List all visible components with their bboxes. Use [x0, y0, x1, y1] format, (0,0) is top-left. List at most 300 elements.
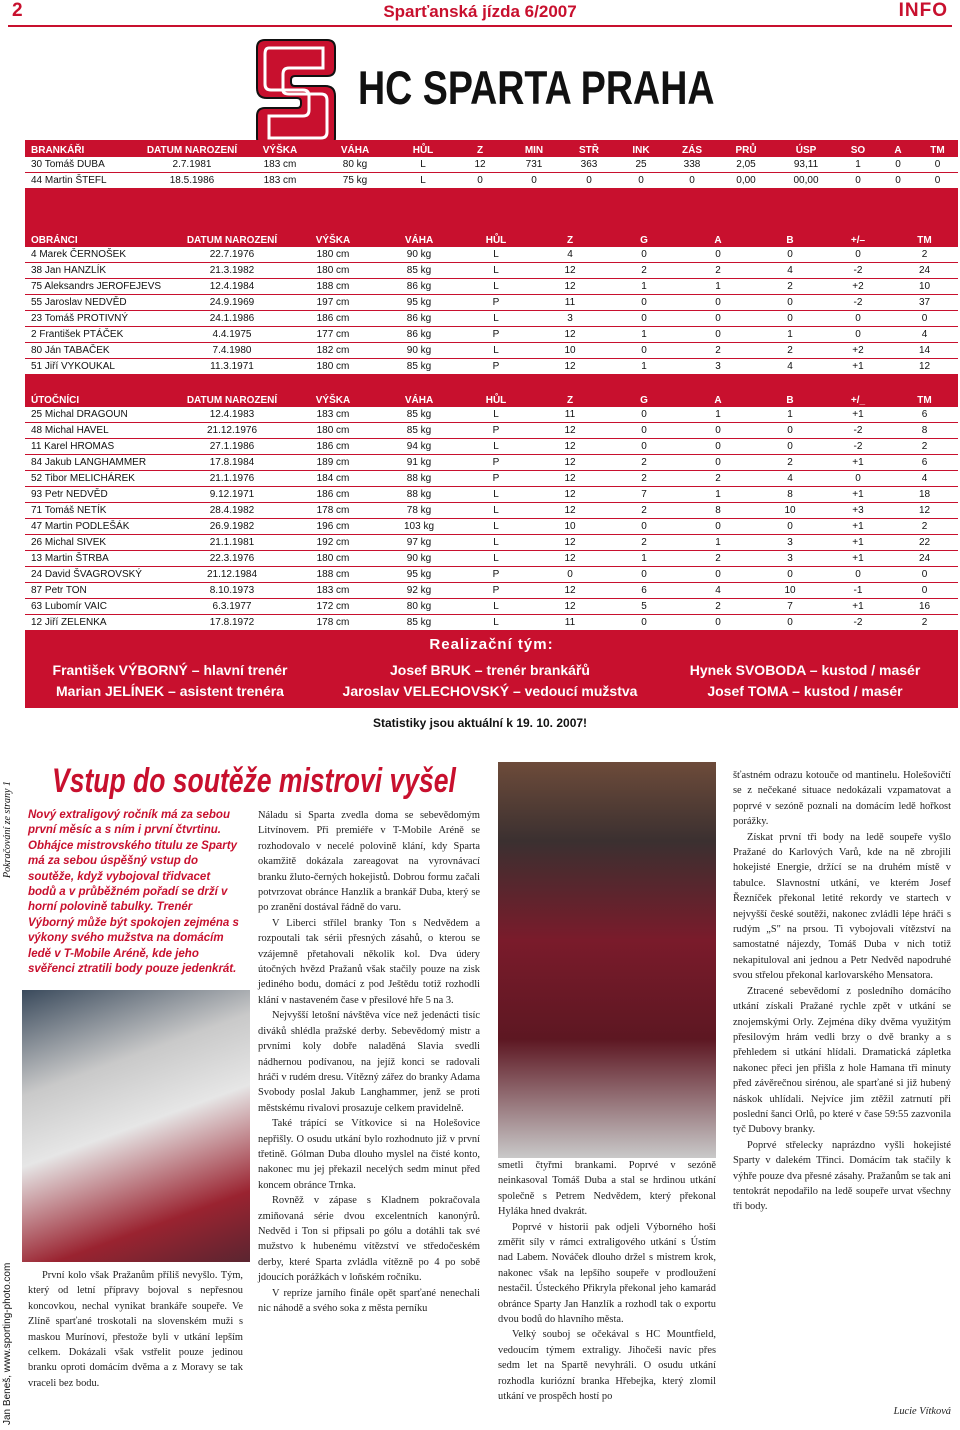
stat-cell: L [459, 503, 533, 519]
stat-cell: 21.1.1981 [177, 535, 287, 551]
table-row [25, 247, 958, 263]
stat-cell: 10 [891, 279, 958, 295]
forwards-header-cell: DATUM NAROZENÍ [186, 394, 278, 406]
defenders-header-cell: Z [566, 234, 574, 246]
table-row [25, 567, 958, 583]
stat-cell: 10 [755, 503, 825, 519]
forwards-header-cell: ÚTOČNÍCI [31, 394, 80, 406]
article-paragraph: V Liberci střílel branky Ton s Nedvědem a rozpoutali tak sérii přesných zásahů, o kterou se vzájemně přetahovali několik kol. Dva údery útočných hvězd Pražanů však stačily pouze na zisk jediného bodu, domácí z pod Ještědu totiž rozhodli klání v nastaveném čase v přesilové hře 5 na 3. [258, 917, 480, 1006]
stat-cell: 12 [533, 487, 607, 503]
stat-cell: 189 cm [287, 455, 379, 471]
stat-cell: 0 [607, 407, 681, 423]
player-name: 52 Tibor MELICHÁREK [25, 471, 177, 487]
stat-cell: 12 [455, 157, 505, 173]
stat-cell: 12.4.1984 [177, 279, 287, 295]
stat-cell: 178 cm [287, 503, 379, 519]
defenders-table [25, 233, 958, 375]
article-column-4 [733, 768, 951, 1215]
stat-cell: 0 [455, 173, 505, 189]
stat-cell: L [459, 407, 533, 423]
publication-title: Sparťanská jízda 6/2007 [383, 2, 577, 21]
stat-cell: 1 [607, 327, 681, 343]
stat-cell: 1 [755, 327, 825, 343]
article-paragraph: smetli čtyřmi brankami. Poprvé v sezóně neinkasoval Tomáš Duba a stal se hrdinou utkání společně s Petrem Nedvědem, který překonal Hyláka hned dvakrát. [498, 1160, 716, 1218]
stat-cell: 12 [533, 423, 607, 439]
article-author: Lucie Vítková [893, 1406, 951, 1417]
stat-cell: 2 [681, 343, 755, 359]
stat-cell: 0 [825, 327, 891, 343]
table-row [25, 327, 958, 343]
stat-cell: -2 [825, 263, 891, 279]
stat-cell: 177 cm [287, 327, 379, 343]
stat-cell: 1 [607, 359, 681, 375]
player-name: 63 Lubomír VAIC [25, 599, 177, 615]
stat-cell: +1 [825, 551, 891, 567]
staff-equipment-1: Hynek SVOBODA – kustod / masér [689, 662, 921, 678]
goalies-header-cell: MIN [524, 144, 544, 156]
stat-cell: 90 kg [379, 247, 459, 263]
stat-cell: +1 [825, 359, 891, 375]
photo-credit-text: Jan Beneš, www.sporting-photo.com [2, 1262, 13, 1425]
stat-cell: +2 [825, 279, 891, 295]
stat-cell: 0 [755, 311, 825, 327]
staff-assistant-coach: Marian JELÍNEK – asistent trenéra [56, 683, 284, 699]
player-name: 80 Ján TABAČEK [25, 343, 177, 359]
player-name: 93 Petr NEDVĚD [25, 487, 177, 503]
stat-cell: 12.4.1983 [177, 407, 287, 423]
stat-cell: 8 [681, 503, 755, 519]
goalies-header-cell: ZÁS [682, 144, 702, 156]
stat-cell: L [459, 343, 533, 359]
player-name: 84 Jakub LANGHAMMER [25, 455, 177, 471]
stat-cell: 192 cm [287, 535, 379, 551]
stat-cell: 2 [891, 519, 958, 535]
stat-cell: 12 [891, 359, 958, 375]
article-paragraph: V repríze jarního finále opět sparťané nenechali nic náhodě a svého soka z města perníku [258, 1287, 480, 1314]
team-celebration-photo [498, 762, 716, 1158]
stat-cell: 7.4.1980 [177, 343, 287, 359]
side-note-text: Pokračování ze strany 1 [2, 781, 13, 878]
stat-cell: L [459, 439, 533, 455]
stat-cell: 12 [533, 583, 607, 599]
goalies-header-cell: PRŮ [735, 144, 757, 156]
stat-cell: 8.10.1973 [177, 583, 287, 599]
stat-cell: 0 [681, 615, 755, 631]
goalies-header-cell: ÚSP [795, 144, 817, 156]
stat-cell: -2 [825, 615, 891, 631]
forwards-header-cell: B [786, 394, 794, 406]
stat-cell: 22.7.1976 [177, 247, 287, 263]
forwards-header-cell: HŮL [485, 394, 507, 406]
stat-cell: 6 [607, 583, 681, 599]
table-row [25, 599, 958, 615]
table-row [25, 471, 958, 487]
stat-cell: +1 [825, 599, 891, 615]
stat-cell: 88 kg [379, 471, 459, 487]
stat-cell: L [459, 487, 533, 503]
stat-cell: 12 [533, 327, 607, 343]
stat-cell: 0 [681, 567, 755, 583]
stat-cell: L [459, 263, 533, 279]
stat-cell: L [391, 173, 455, 189]
stat-cell: 0 [755, 423, 825, 439]
defenders-header-cell: VÝŠKA [315, 234, 351, 246]
stat-cell: 180 cm [287, 423, 379, 439]
stat-cell: 363 [563, 157, 615, 173]
stat-cell: 2 [755, 279, 825, 295]
stat-cell: 186 cm [287, 487, 379, 503]
stat-cell: 21.1.1976 [177, 471, 287, 487]
stat-cell: 0 [755, 247, 825, 263]
stat-cell: L [459, 279, 533, 295]
stat-cell: 11 [533, 615, 607, 631]
article-column-3 [498, 1158, 716, 1405]
stat-cell: 85 kg [379, 407, 459, 423]
stat-cell: 0 [681, 295, 755, 311]
table-row [25, 551, 958, 567]
stat-cell: 183 cm [287, 583, 379, 599]
stat-cell: 21.12.1984 [177, 567, 287, 583]
stat-cell: 22 [891, 535, 958, 551]
stat-cell: 186 cm [287, 439, 379, 455]
stat-cell: 0 [533, 567, 607, 583]
table-row [25, 295, 958, 311]
player-name: 38 Jan HANZLÍK [25, 263, 177, 279]
stat-cell: P [459, 327, 533, 343]
defenders-header-cell: +/– [850, 234, 866, 246]
photo-credit [0, 1262, 14, 1425]
stat-cell: 18 [891, 487, 958, 503]
stat-cell: -2 [825, 295, 891, 311]
forwards-header-cell: +/_ [850, 394, 866, 406]
stat-cell: 4 [681, 583, 755, 599]
stat-cell: 00,00 [775, 173, 837, 189]
team-name: HC SPARTA PRAHA [358, 61, 715, 114]
table-row [25, 503, 958, 519]
stat-cell: 103 kg [379, 519, 459, 535]
stat-cell: L [459, 599, 533, 615]
stat-cell: 0 [607, 615, 681, 631]
stat-cell: 2 [607, 535, 681, 551]
table-row [25, 311, 958, 327]
stat-cell: 0 [755, 295, 825, 311]
stat-cell: 1 [837, 157, 879, 173]
article-headline: Vstup do soutěže mistrovi vyšel [52, 762, 456, 800]
stat-cell: L [459, 311, 533, 327]
article-paragraph: První kolo však Pražanům příliš nevyšlo. Tým, který od letní přípravy bojoval s nepřesnou koncovkou, nechal vynikat brankáře soupeře. Ve Zlíně sparťané troskotali na slovenském muži s maskou Murínoví, přestože byli v utkání lepším celkem. Dokázali však vstřelit pouze jedinou branku oproti domácím dvěma a z Moravy se tak vraceli bez bodu. [28, 1270, 243, 1389]
stat-cell: 97 kg [379, 535, 459, 551]
article-paragraph: šťastném odrazu kotouče od mantinelu. Holešovičtí se z nečekané situace nedokázali vzpamatovat a poprvé v sezóně poznali na domácím ledě hořkost porážky. [733, 770, 951, 828]
stat-cell: 11 [533, 407, 607, 423]
stat-cell: 37 [891, 295, 958, 311]
table-row [25, 407, 958, 423]
table-row [25, 423, 958, 439]
header-rule [8, 25, 952, 27]
player-name: 75 Aleksandrs JEROFEJEVS [25, 279, 177, 295]
goalies-header-cell: SO [850, 144, 866, 156]
table-row [25, 615, 958, 631]
stat-cell: 0 [755, 567, 825, 583]
forwards-header-cell: A [714, 394, 722, 406]
stat-cell: 338 [667, 157, 717, 173]
stat-cell: 2 [607, 503, 681, 519]
side-note [0, 758, 14, 898]
stat-cell: 0 [607, 343, 681, 359]
goalies-header-row [25, 143, 958, 157]
table-row [25, 173, 958, 189]
stat-cell: 22.3.1976 [177, 551, 287, 567]
stat-cell: 85 kg [379, 423, 459, 439]
goalies-header-cell: A [894, 144, 902, 156]
goalies-header-cell: Z [476, 144, 484, 156]
stat-cell: 186 cm [287, 311, 379, 327]
table-row [25, 263, 958, 279]
stat-cell: 0 [607, 567, 681, 583]
stat-cell: 95 kg [379, 295, 459, 311]
stat-cell: 0 [667, 173, 717, 189]
player-name: 2 František PTÁČEK [25, 327, 177, 343]
player-name: 48 Michal HAVEL [25, 423, 177, 439]
stat-cell: 197 cm [287, 295, 379, 311]
stat-cell: P [459, 471, 533, 487]
stat-cell: +1 [825, 455, 891, 471]
stat-cell: 0 [825, 247, 891, 263]
stat-cell: 12 [533, 535, 607, 551]
stat-cell: 0 [681, 247, 755, 263]
stat-cell: L [459, 519, 533, 535]
stat-cell: 196 cm [287, 519, 379, 535]
stat-cell: 5 [607, 599, 681, 615]
player-name: 51 Jiří VYKOUKAL [25, 359, 177, 375]
stat-cell: P [459, 423, 533, 439]
staff-title: Realizační tým: [429, 636, 554, 653]
stat-cell: 0 [681, 311, 755, 327]
stat-cell: +1 [825, 487, 891, 503]
stat-cell: 0 [607, 311, 681, 327]
stat-cell: 90 kg [379, 551, 459, 567]
stat-cell: 0,00 [717, 173, 775, 189]
stat-cell: 180 cm [287, 263, 379, 279]
stat-cell: 80 kg [319, 157, 391, 173]
stat-cell: 4 [533, 247, 607, 263]
forwards-header-cell: VÝŠKA [315, 394, 351, 406]
article-paragraph: Nejvyšší letošní návštěva více než jedenácti tisíc diváků shlédla pražské derby. Sebevědomý mistr a prvními koly dobře naladěná Slavia svedli nádhernou podívanou, na jejíž konci se radovali hráči v rudém dresu. Vítězný zářez do branky Adama Svobody poslal Jakub Langhammer, jenž se proti městskému rivalovi prosazuje celkem pravidelně. [258, 1010, 480, 1114]
table-row [25, 535, 958, 551]
stat-cell: 6 [891, 407, 958, 423]
article-paragraph: Ztracené sebevědomí z posledního domácího utkání získali Pražané rychle zpět v utkání se znojemskými Orly. Zejména díky dvěma využitým přesilovým hrám vedli brzy o dvě branky a s přehledem si utkání hlídali. Dramatická zápletka nakonec přeci jen přišla z hole Hamana tři minuty před závěrečnou sirénou, ale sparťané si již hubený náskok uhlídali. Nejvíce jim ztěžil zatrnutí při poslední šanci Orlů, po které v čase 59:55 zazvonila tyč Dubovy branky. [733, 985, 951, 1136]
player-name: 47 Martin PODLEŠÁK [25, 519, 177, 535]
player-name: 44 Martin ŠTEFL [25, 173, 143, 189]
stat-cell: 0 [755, 439, 825, 455]
defenders-header-cell: OBRÁNCI [31, 234, 78, 246]
table-row [25, 343, 958, 359]
goalies-header-cell: BRANKÁŘI [31, 144, 85, 156]
stat-cell: 188 cm [287, 567, 379, 583]
article-paragraph: Získat první tři body na ledě soupeře vyšlo Pražané do Karlových Varů, kde na ně zbrojili hokejisté Energie, držící se na druhém místě v tabulce. Slavnostní utkání, ve kterém Josef Řezníček překonal letité rekordy ve startech v nejvyšší české soutěži, nakonec zvládli lépe hráči s rudým „S" na prsou. Ti vybojovali vítězství na samostatné nájezdy, Tomáš Duba v nich totiž nekapituloval ani jednou a Petr Nedvěd napodruhé svou střelou překonal karlovarského Mensatora. [733, 831, 951, 982]
stat-cell: 8 [891, 423, 958, 439]
staff-equipment-2: Josef TOMA – kustod / masér [707, 683, 903, 699]
stat-cell: +3 [825, 503, 891, 519]
stat-cell: 0 [825, 567, 891, 583]
stat-cell: L [459, 535, 533, 551]
stat-cell: L [391, 157, 455, 173]
player-name: 12 Jiří ZELENKA [25, 615, 177, 631]
stat-cell: 92 kg [379, 583, 459, 599]
player-name: 13 Martin ŠTRBA [25, 551, 177, 567]
stat-cell: 2 [607, 455, 681, 471]
stat-cell: 10 [755, 583, 825, 599]
goalies-table [25, 143, 958, 189]
stat-cell: 94 kg [379, 439, 459, 455]
stat-cell: 1 [681, 407, 755, 423]
stat-cell: 2 [681, 599, 755, 615]
stat-cell: 3 [755, 535, 825, 551]
stat-cell: 0 [891, 567, 958, 583]
stat-cell: P [459, 567, 533, 583]
stat-cell: 0 [607, 295, 681, 311]
stat-cell: 24.1.1986 [177, 311, 287, 327]
stat-cell: 21.12.1976 [177, 423, 287, 439]
stats-note: Statistiky jsou aktuální k 19. 10. 2007! [372, 716, 588, 730]
player-name: 4 Marek ČERNOŠEK [25, 247, 177, 263]
stat-cell: 91 kg [379, 455, 459, 471]
stat-cell: 2 [891, 439, 958, 455]
goalies-header-cell: HŮL [412, 144, 434, 156]
stat-cell: 12 [533, 551, 607, 567]
table-row [25, 439, 958, 455]
defenders-header-cell: VÁHA [404, 234, 434, 246]
stat-cell: 6 [891, 455, 958, 471]
stat-cell: 0 [879, 157, 917, 173]
stat-cell: 17.8.1984 [177, 455, 287, 471]
stat-cell: P [459, 359, 533, 375]
stat-cell: 85 kg [379, 615, 459, 631]
table-row [25, 359, 958, 375]
stat-cell: 8 [755, 487, 825, 503]
stat-cell: 6.3.1977 [177, 599, 287, 615]
article-paragraph: Rovněž v zápase s Kladnem pokračovala zmiňovaná série dvou excelentních kanonýrů. Nedvěd i Ton si připsali po gólu a dotáhli tak své mužstvo k hubenému vítězství ve středočeském derby, které Sparta zvládla vítězně po 4 po sobě jdoucích porážkách v loňském ročníku. [258, 1195, 480, 1284]
stat-cell: 0 [879, 173, 917, 189]
stat-cell: 2 [681, 471, 755, 487]
forwards-header-cell: TM [917, 394, 932, 406]
stat-cell: 88 kg [379, 487, 459, 503]
stat-cell: 0 [563, 173, 615, 189]
stat-cell: 4 [891, 471, 958, 487]
stat-cell: 0 [825, 471, 891, 487]
stat-cell: 2 [755, 343, 825, 359]
stat-cell: 4 [755, 471, 825, 487]
stat-cell: 12 [533, 263, 607, 279]
stat-cell: 0 [837, 173, 879, 189]
player-name: 55 Jaroslav NEDVĚD [25, 295, 177, 311]
stat-cell: L [459, 551, 533, 567]
stat-cell: 2 [891, 615, 958, 631]
stat-cell: 18.5.1986 [143, 173, 241, 189]
stat-cell: P [459, 455, 533, 471]
player-name: 87 Petr TON [25, 583, 177, 599]
player-name: 30 Tomáš DUBA [25, 157, 143, 173]
stat-cell: 24 [891, 551, 958, 567]
stat-cell: 178 cm [287, 615, 379, 631]
stat-cell: 12 [533, 279, 607, 295]
table-row [25, 455, 958, 471]
forwards-header-cell: VÁHA [404, 394, 434, 406]
defenders-header-row [25, 233, 958, 247]
stat-cell: 2 [891, 247, 958, 263]
stat-cell: +2 [825, 343, 891, 359]
goalies-header-cell: DATUM NAROZENÍ [146, 144, 238, 156]
forwards-header-cell: G [640, 394, 648, 406]
stat-cell: 188 cm [287, 279, 379, 295]
player-name: 25 Michal DRAGOUN [25, 407, 177, 423]
stat-cell: 12 [533, 503, 607, 519]
stat-cell: 11.3.1971 [177, 359, 287, 375]
stat-cell: 184 cm [287, 471, 379, 487]
forwards-header-row [25, 393, 958, 407]
goalies-header-cell: INK [632, 144, 650, 156]
staff-team-manager: Jaroslav VELECHOVSKÝ – vedoucí mužstva [342, 683, 638, 699]
stat-cell: 27.1.1986 [177, 439, 287, 455]
stat-cell: 0 [505, 173, 563, 189]
stat-cell: +1 [825, 519, 891, 535]
stat-cell: 16 [891, 599, 958, 615]
defenders-header-cell: TM [917, 234, 932, 246]
stat-cell: 183 cm [287, 407, 379, 423]
stat-cell: 172 cm [287, 599, 379, 615]
stat-cell: 0 [607, 423, 681, 439]
defenders-header-cell: A [714, 234, 722, 246]
stat-cell: 7 [607, 487, 681, 503]
stat-cell: 85 kg [379, 359, 459, 375]
stat-cell: 3 [681, 359, 755, 375]
stat-cell: -1 [825, 583, 891, 599]
table-row [25, 583, 958, 599]
stat-cell: 180 cm [287, 359, 379, 375]
stat-cell: 1 [607, 551, 681, 567]
stat-cell: 0 [755, 615, 825, 631]
goalies-header-cell: TM [930, 144, 945, 156]
defenders-header-cell: G [640, 234, 648, 246]
player-name: 71 Tomáš NETÍK [25, 503, 177, 519]
article-lead: Nový extraligový ročník má za sebou první měsíc a s ním i první čtvrtinu. Obhájce mistrovského titulu ze Sparty má za sebou úspěšný vstup do soutěže, když vybojoval třidvacet bodů a v průběžném pořadí se drží v horní polovině tabulky. Trenér Výborný může být spokojen zejména s výkony svého mužstva na domácím ledě v T-Mobile Aréně, kde jeho svěřenci ztratili body pouze jedenkrát. [28, 809, 239, 976]
article-paragraph: Velký souboj se očekával s HC Mountfield, vedoucím týmem extraligy. Jihočeši navíc přes sedm let na Spartě nevyhráli. O osudu utkání rozhodla kuriózní branka Hřebejka, který zlomil utkání ve prospěch hostí po [498, 1329, 716, 1403]
stat-cell: 4 [891, 327, 958, 343]
stat-cell: 24.9.1969 [177, 295, 287, 311]
stat-cell: 731 [505, 157, 563, 173]
stat-cell: 21.3.1982 [177, 263, 287, 279]
stat-cell: 26.9.1982 [177, 519, 287, 535]
stat-cell: 1 [607, 279, 681, 295]
stat-cell: 0 [607, 439, 681, 455]
defenders-header-cell: DATUM NAROZENÍ [186, 234, 278, 246]
stat-cell: 4 [755, 359, 825, 375]
stat-cell: 0 [825, 311, 891, 327]
table-row [25, 157, 958, 173]
player-name: 26 Michal SIVEK [25, 535, 177, 551]
stat-cell: 17.8.1972 [177, 615, 287, 631]
section-label: INFO [898, 0, 948, 21]
stat-cell: 24 [891, 263, 958, 279]
stat-cell: 12 [533, 359, 607, 375]
stat-cell: 1 [681, 279, 755, 295]
stat-cell: 2 [681, 263, 755, 279]
stat-cell: 86 kg [379, 311, 459, 327]
stat-cell: P [459, 295, 533, 311]
stat-cell: 12 [533, 439, 607, 455]
stat-cell: 4.4.1975 [177, 327, 287, 343]
stat-cell: 0 [681, 423, 755, 439]
table-row [25, 279, 958, 295]
